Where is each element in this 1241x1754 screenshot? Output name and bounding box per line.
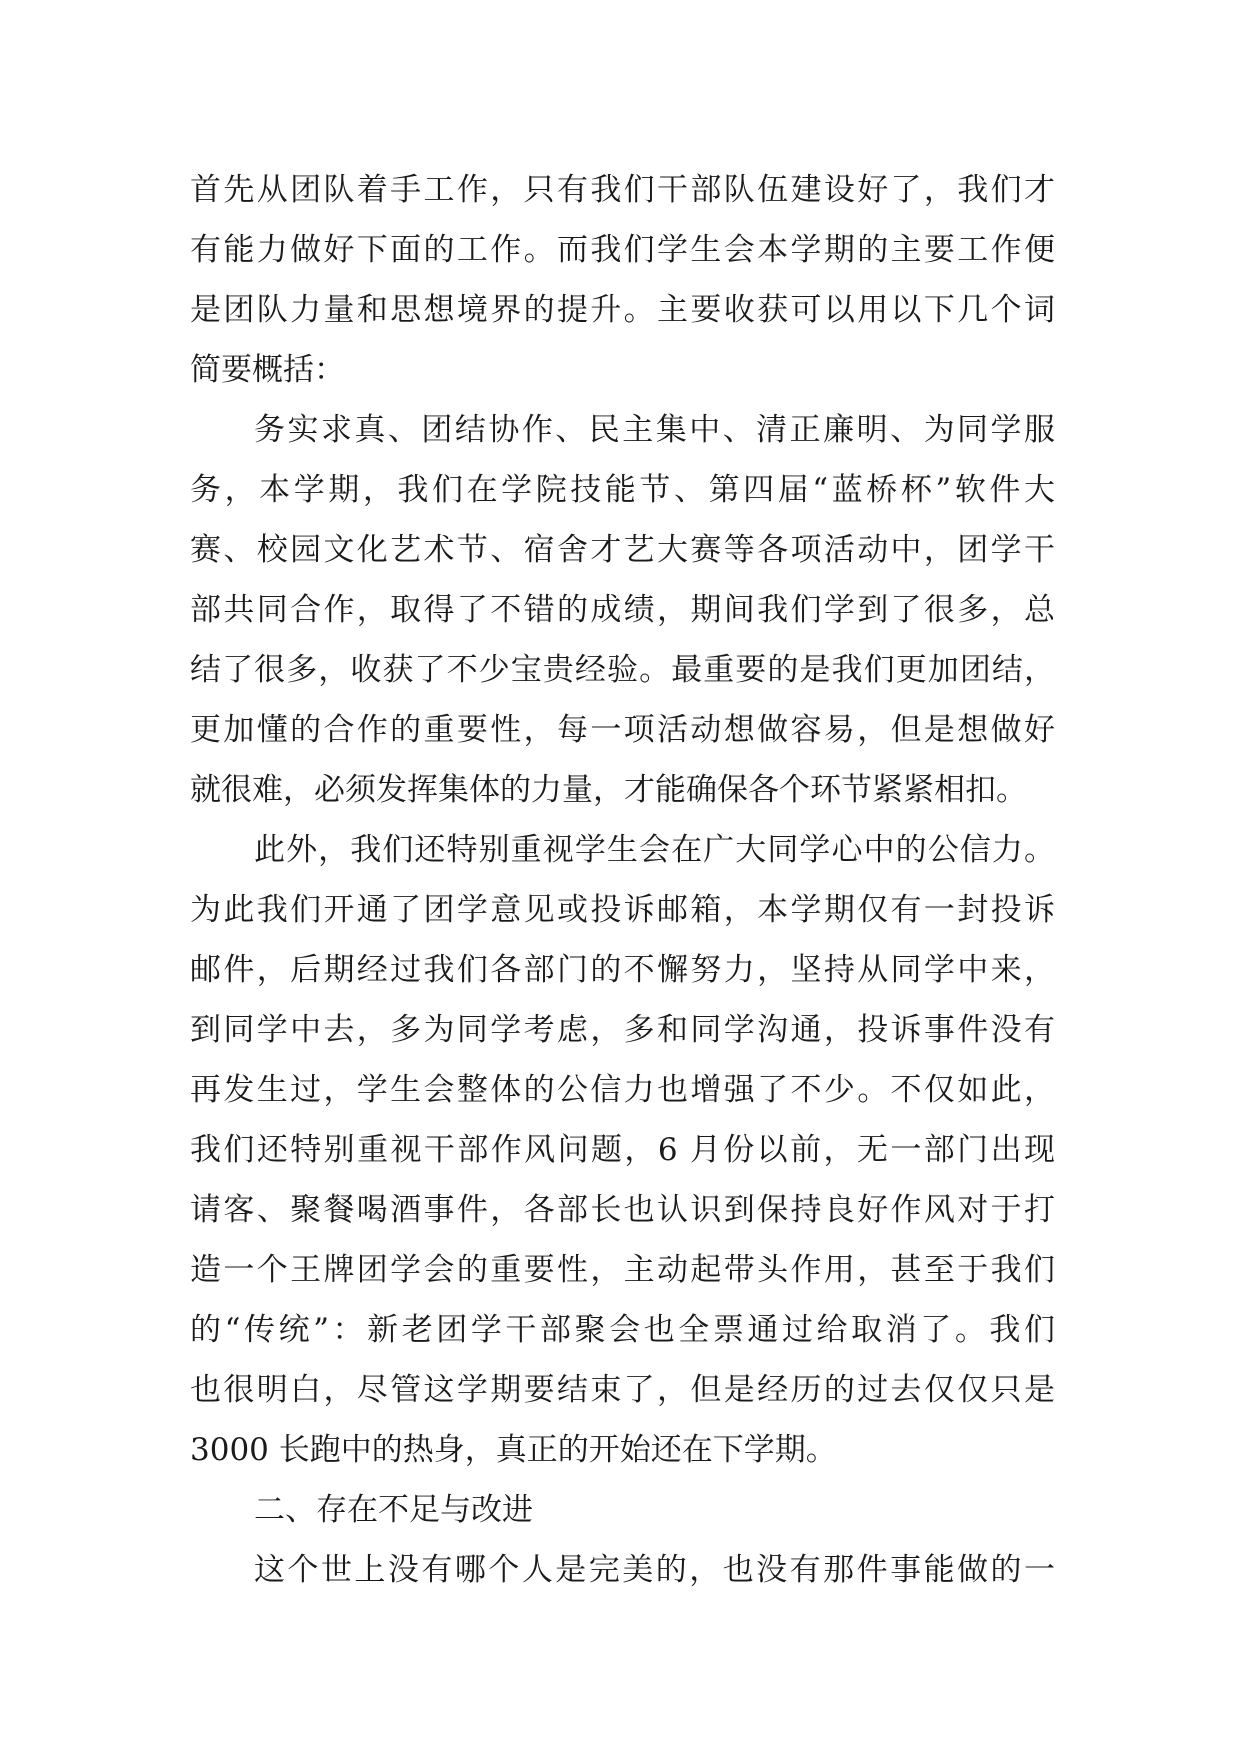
text-line: 首先从团队着手工作，只有我们干部队伍建设好了，我们才	[190, 172, 1055, 208]
text-line: 有能力做好下面的工作。而我们学生会本学期的主要工作便	[190, 232, 1055, 268]
text-line: 更加懂的合作的重要性，每一项活动想做容易，但是想做好	[190, 712, 1055, 748]
text-line: 就很难，必须发挥集体的力量，才能确保各个环节紧紧相扣。	[190, 772, 1027, 808]
text-line: 再发生过，学生会整体的公信力也增强了不少。不仅如此，	[190, 1072, 1055, 1108]
text-line: 造一个王牌团学会的重要性，主动起带头作用，甚至于我们	[190, 1252, 1055, 1288]
text-line: 也很明白，尽管这学期要结束了，但是经历的过去仅仅只是	[190, 1372, 1055, 1408]
text-line: 结了很多，收获了不少宝贵经验。最重要的是我们更加团结，	[190, 652, 1055, 688]
text-line: 这个世上没有哪个人是完美的，也没有那件事能做的一	[254, 1552, 1055, 1588]
text-line: 此外，我们还特别重视学生会在广大同学心中的公信力。	[254, 832, 1055, 868]
text-line: 邮件，后期经过我们各部门的不懈努力，坚持从同学中来，	[190, 952, 1055, 988]
text-line: 务实求真、团结协作、民主集中、清正廉明、为同学服	[254, 412, 1055, 448]
text-line: 是团队力量和思想境界的提升。主要收获可以用以下几个词	[190, 292, 1055, 328]
text-line: 请客、聚餐喝酒事件，各部长也认识到保持良好作风对于打	[190, 1192, 1055, 1228]
text-line: 我们还特别重视干部作风问题，6 月份以前，无一部门出现	[190, 1132, 1055, 1168]
text-line: 的“传统”：新老团学干部聚会也全票通过给取消了。我们	[190, 1312, 1055, 1348]
text-line: 为此我们开通了团学意见或投诉邮箱，本学期仅有一封投诉	[190, 892, 1055, 928]
text-line: 简要概括：	[190, 352, 345, 388]
text-line: 务，本学期，我们在学院技能节、第四届“蓝桥杯”软件大	[190, 472, 1055, 508]
document-body	[190, 160, 1055, 1600]
text-line: 到同学中去，多为同学考虑，多和同学沟通，投诉事件没有	[190, 1012, 1055, 1048]
text-line: 二、存在不足与改进	[254, 1492, 533, 1528]
text-line: 3000 长跑中的热身，真正的开始还在下学期。	[190, 1432, 837, 1468]
text-line: 部共同合作，取得了不错的成绩，期间我们学到了很多，总	[190, 592, 1055, 628]
text-line: 赛、校园文化艺术节、宿舍才艺大赛等各项活动中，团学干	[190, 532, 1055, 568]
